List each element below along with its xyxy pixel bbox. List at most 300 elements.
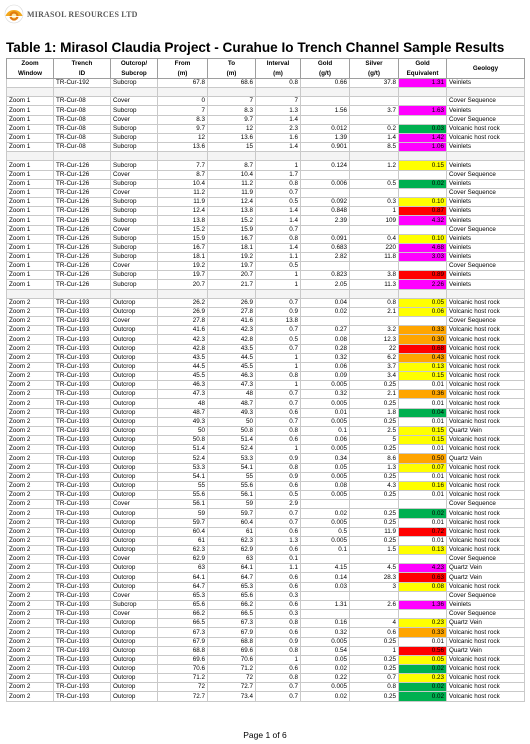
zoom-window-cell: Zoom 2 xyxy=(7,600,54,609)
trench-id-cell: TR-Cur-126 xyxy=(54,170,111,179)
geology-cell: Veinlets xyxy=(447,600,525,609)
geology-cell: Veinlets xyxy=(447,252,525,261)
silver-cell: 1 xyxy=(350,207,399,216)
zoom-window-cell: Zoom 2 xyxy=(7,472,54,481)
outcrop-cell: Outcrop xyxy=(111,445,158,454)
gold-cell: 2.39 xyxy=(301,216,350,225)
zoom-window-cell: Zoom 1 xyxy=(7,271,54,280)
gold-cell xyxy=(301,610,350,619)
silver-cell: 3.4 xyxy=(350,372,399,381)
silver-cell xyxy=(350,555,399,564)
interval-cell: 0.8 xyxy=(256,463,301,472)
zoom-window-cell: Zoom 2 xyxy=(7,307,54,316)
from-cell: 51.4 xyxy=(158,445,208,454)
gold-cell: 0.848 xyxy=(301,207,350,216)
trench-id-cell: TR-Cur-08 xyxy=(54,143,111,152)
to-cell: 26.9 xyxy=(208,298,256,307)
gold-cell: 2.82 xyxy=(301,252,350,261)
to-cell: 13.8 xyxy=(208,207,256,216)
zoom-window-cell: Zoom 2 xyxy=(7,491,54,500)
silver-cell: 4 xyxy=(350,619,399,628)
geology-cell: Veinlets xyxy=(447,216,525,225)
silver-cell: 0.3 xyxy=(350,198,399,207)
from-cell: 27.8 xyxy=(158,317,208,326)
empty-cell xyxy=(54,152,111,161)
geology-cell: Volcanic host rock xyxy=(447,491,525,500)
empty-cell xyxy=(350,152,399,161)
table-row xyxy=(7,463,525,472)
outcrop-cell: Outcrop xyxy=(111,692,158,701)
table-row xyxy=(7,225,525,234)
silver-cell: 0.25 xyxy=(350,655,399,664)
gold-cell xyxy=(301,188,350,197)
geology-cell: Volcanic host rock xyxy=(447,133,525,142)
zoom-window-cell: Zoom 1 xyxy=(7,262,54,271)
trench-id-cell: TR-Cur-193 xyxy=(54,298,111,307)
trench-id-cell: TR-Cur-192 xyxy=(54,79,111,88)
silver-cell: 3.2 xyxy=(350,326,399,335)
gold-equivalent-cell: 0.02 xyxy=(399,692,447,701)
table-row xyxy=(7,500,525,509)
trench-id-cell: TR-Cur-193 xyxy=(54,353,111,362)
trench-id-cell: TR-Cur-193 xyxy=(54,536,111,545)
zoom-window-cell: Zoom 1 xyxy=(7,97,54,106)
silver-cell xyxy=(350,591,399,600)
zoom-window-cell: Zoom 2 xyxy=(7,637,54,646)
interval-cell: 0.9 xyxy=(256,454,301,463)
silver-cell xyxy=(350,500,399,509)
table-row xyxy=(7,527,525,536)
zoom-window-cell: Zoom 2 xyxy=(7,399,54,408)
silver-cell xyxy=(350,97,399,106)
trench-id-cell: TR-Cur-08 xyxy=(54,124,111,133)
gold-cell: 0.683 xyxy=(301,243,350,252)
trench-id-cell: TR-Cur-193 xyxy=(54,344,111,353)
geology-cell: Veinlets xyxy=(447,106,525,115)
gold-cell: 0.1 xyxy=(301,545,350,554)
geology-cell: Cover Sequence xyxy=(447,610,525,619)
table-row xyxy=(7,610,525,619)
geology-cell: Volcanic host rock xyxy=(447,527,525,536)
empty-cell xyxy=(158,152,208,161)
table-row xyxy=(7,674,525,683)
to-cell: 62.9 xyxy=(208,545,256,554)
table-row xyxy=(7,564,525,573)
gold-equivalent-cell: 0.02 xyxy=(399,179,447,188)
gold-cell: 0.005 xyxy=(301,417,350,426)
table-body xyxy=(7,79,525,702)
gold-equivalent-cell: 0.03 xyxy=(399,124,447,133)
outcrop-cell: Subcrop xyxy=(111,280,158,289)
interval-cell: 1 xyxy=(256,381,301,390)
zoom-window-cell: Zoom 1 xyxy=(7,179,54,188)
empty-cell xyxy=(111,152,158,161)
gold-cell: 0.02 xyxy=(301,307,350,316)
interval-cell: 1.4 xyxy=(256,207,301,216)
gold-equivalent-cell: 1.36 xyxy=(399,600,447,609)
geology-cell: Volcanic host rock xyxy=(447,545,525,554)
geology-cell: Quartz Vein xyxy=(447,564,525,573)
gold-cell: 0.54 xyxy=(301,646,350,655)
zoom-window-cell: Zoom 2 xyxy=(7,454,54,463)
to-cell: 69.6 xyxy=(208,646,256,655)
silver-cell: 0.8 xyxy=(350,683,399,692)
zoom-window-cell: Zoom 2 xyxy=(7,536,54,545)
outcrop-cell: Outcrop xyxy=(111,436,158,445)
gold-cell: 1.39 xyxy=(301,133,350,142)
geology-cell: Volcanic host rock xyxy=(447,463,525,472)
gold-cell: 0.005 xyxy=(301,536,350,545)
trench-id-cell: TR-Cur-193 xyxy=(54,491,111,500)
silver-cell: 0.25 xyxy=(350,536,399,545)
trench-id-cell: TR-Cur-193 xyxy=(54,317,111,326)
silver-cell xyxy=(350,317,399,326)
silver-cell: 2.1 xyxy=(350,307,399,316)
to-cell: 15.2 xyxy=(208,216,256,225)
from-cell: 55.6 xyxy=(158,491,208,500)
interval-cell: 0.6 xyxy=(256,545,301,554)
zoom-window-cell: Zoom 2 xyxy=(7,555,54,564)
gold-equivalent-cell: 0.01 xyxy=(399,491,447,500)
empty-cell xyxy=(54,88,111,97)
to-cell: 64.7 xyxy=(208,573,256,582)
gold-equivalent-cell xyxy=(399,555,447,564)
outcrop-cell: Outcrop xyxy=(111,417,158,426)
to-cell: 21.7 xyxy=(208,280,256,289)
outcrop-cell: Outcrop xyxy=(111,646,158,655)
trench-id-cell: TR-Cur-193 xyxy=(54,390,111,399)
outcrop-cell: Outcrop xyxy=(111,426,158,435)
gold-cell: 0.005 xyxy=(301,472,350,481)
gold-cell xyxy=(301,262,350,271)
gold-equivalent-cell: 4.68 xyxy=(399,243,447,252)
silver-cell: 0.25 xyxy=(350,445,399,454)
gold-equivalent-cell: 1.31 xyxy=(399,79,447,88)
col-header-silver: Silver xyxy=(350,59,399,69)
outcrop-cell: Cover xyxy=(111,317,158,326)
to-cell: 66.5 xyxy=(208,610,256,619)
from-cell: 43.5 xyxy=(158,353,208,362)
gold-cell xyxy=(301,500,350,509)
table-row xyxy=(7,481,525,490)
from-cell: 12 xyxy=(158,133,208,142)
trench-id-cell: TR-Cur-126 xyxy=(54,234,111,243)
interval-cell: 0.8 xyxy=(256,646,301,655)
outcrop-cell: Outcrop xyxy=(111,509,158,518)
empty-cell xyxy=(54,289,111,298)
interval-cell: 0.6 xyxy=(256,665,301,674)
outcrop-cell: Cover xyxy=(111,500,158,509)
outcrop-cell: Outcrop xyxy=(111,628,158,637)
outcrop-cell: Cover xyxy=(111,97,158,106)
from-cell: 50.8 xyxy=(158,436,208,445)
empty-cell xyxy=(256,88,301,97)
trench-id-cell: TR-Cur-193 xyxy=(54,665,111,674)
table-row xyxy=(7,582,525,591)
table-row xyxy=(7,390,525,399)
outcrop-cell: Subcrop xyxy=(111,179,158,188)
silver-cell: 0.25 xyxy=(350,472,399,481)
table-row xyxy=(7,665,525,674)
from-cell: 48 xyxy=(158,399,208,408)
geology-cell: Volcanic host rock xyxy=(447,509,525,518)
gold-cell: 0.005 xyxy=(301,399,350,408)
outcrop-cell: Outcrop xyxy=(111,472,158,481)
trench-id-cell: TR-Cur-193 xyxy=(54,362,111,371)
trench-id-cell: TR-Cur-193 xyxy=(54,646,111,655)
table-row xyxy=(7,600,525,609)
trench-id-cell: TR-Cur-08 xyxy=(54,97,111,106)
from-cell: 62.9 xyxy=(158,555,208,564)
trench-id-cell: TR-Cur-193 xyxy=(54,463,111,472)
zoom-window-cell: Zoom 2 xyxy=(7,683,54,692)
zoom-window-cell: Zoom 2 xyxy=(7,646,54,655)
interval-cell: 0.6 xyxy=(256,481,301,490)
zoom-window-cell: Zoom 1 xyxy=(7,252,54,261)
to-cell: 72.7 xyxy=(208,683,256,692)
from-cell: 72.7 xyxy=(158,692,208,701)
from-cell: 8.7 xyxy=(158,170,208,179)
interval-cell: 0.8 xyxy=(256,426,301,435)
silver-cell: 1.2 xyxy=(350,161,399,170)
to-cell: 10.4 xyxy=(208,170,256,179)
outcrop-cell: Subcrop xyxy=(111,207,158,216)
outcrop-cell: Outcrop xyxy=(111,573,158,582)
zoom-window-cell: Zoom 2 xyxy=(7,655,54,664)
to-cell: 48 xyxy=(208,390,256,399)
gold-equivalent-cell: 0.10 xyxy=(399,234,447,243)
zoom-window-cell: Zoom 2 xyxy=(7,591,54,600)
gold-cell: 0.823 xyxy=(301,271,350,280)
from-cell: 71.2 xyxy=(158,674,208,683)
gold-equivalent-cell: 0.43 xyxy=(399,353,447,362)
from-cell: 20.7 xyxy=(158,280,208,289)
trench-id-cell: TR-Cur-08 xyxy=(54,106,111,115)
gold-equivalent-cell: 0.01 xyxy=(399,399,447,408)
silver-cell: 109 xyxy=(350,216,399,225)
gold-cell: 0.012 xyxy=(301,124,350,133)
from-cell: 52.4 xyxy=(158,454,208,463)
interval-cell: 1.6 xyxy=(256,133,301,142)
interval-cell: 2.9 xyxy=(256,500,301,509)
gold-equivalent-cell: 4.32 xyxy=(399,216,447,225)
to-cell: 9.7 xyxy=(208,115,256,124)
from-cell: 26.9 xyxy=(158,307,208,316)
gold-equivalent-cell: 0.50 xyxy=(399,454,447,463)
interval-cell: 0.8 xyxy=(256,179,301,188)
empty-cell xyxy=(399,152,447,161)
zoom-window-cell: Zoom 2 xyxy=(7,674,54,683)
from-cell: 65.6 xyxy=(158,600,208,609)
silver-cell: 8.5 xyxy=(350,143,399,152)
empty-cell xyxy=(447,152,525,161)
geology-cell: Volcanic host rock xyxy=(447,298,525,307)
from-cell: 67.3 xyxy=(158,628,208,637)
table-row xyxy=(7,362,525,371)
to-cell: 61 xyxy=(208,527,256,536)
zoom-window-cell: Zoom 2 xyxy=(7,344,54,353)
zoom-window-cell: Zoom 2 xyxy=(7,509,54,518)
to-cell: 46.3 xyxy=(208,372,256,381)
table-row xyxy=(7,243,525,252)
gold-equivalent-cell: 0.15 xyxy=(399,161,447,170)
zoom-window-cell: Zoom 1 xyxy=(7,143,54,152)
trench-id-cell: TR-Cur-126 xyxy=(54,216,111,225)
gold-cell: 0.5 xyxy=(301,527,350,536)
outcrop-cell: Subcrop xyxy=(111,143,158,152)
gold-equivalent-cell xyxy=(399,115,447,124)
to-cell: 15 xyxy=(208,143,256,152)
zoom-window-cell: Zoom 1 xyxy=(7,188,54,197)
trench-id-cell: TR-Cur-193 xyxy=(54,426,111,435)
silver-cell: 5 xyxy=(350,436,399,445)
table-row xyxy=(7,509,525,518)
from-cell: 63 xyxy=(158,564,208,573)
zoom-window-cell: Zoom 2 xyxy=(7,564,54,573)
silver-cell: 0.25 xyxy=(350,509,399,518)
zoom-window-cell: Zoom 1 xyxy=(7,216,54,225)
silver-cell: 0.6 xyxy=(350,628,399,637)
trench-id-cell: TR-Cur-126 xyxy=(54,243,111,252)
trench-id-cell: TR-Cur-193 xyxy=(54,454,111,463)
silver-cell xyxy=(350,115,399,124)
geology-cell: Veinlets xyxy=(447,161,525,170)
trench-id-cell: TR-Cur-126 xyxy=(54,161,111,170)
gold-cell xyxy=(301,317,350,326)
gold-cell: 0.01 xyxy=(301,408,350,417)
table-row xyxy=(7,628,525,637)
zoom-window-cell: Zoom 1 xyxy=(7,161,54,170)
zoom-window-cell: Zoom 2 xyxy=(7,353,54,362)
geology-cell: Volcanic host rock xyxy=(447,381,525,390)
from-cell: 59 xyxy=(158,509,208,518)
empty-cell xyxy=(111,289,158,298)
table-row xyxy=(7,262,525,271)
from-cell: 70.6 xyxy=(158,665,208,674)
gold-cell: 0.005 xyxy=(301,518,350,527)
geology-cell: Quartz Vein xyxy=(447,454,525,463)
silver-cell: 37.8 xyxy=(350,79,399,88)
geology-cell: Veinlets xyxy=(447,198,525,207)
geology-cell: Volcanic host rock xyxy=(447,481,525,490)
table-row xyxy=(7,344,525,353)
gold-cell: 0.27 xyxy=(301,326,350,335)
empty-cell xyxy=(399,88,447,97)
gold-equivalent-cell: 0.01 xyxy=(399,518,447,527)
table-row xyxy=(7,472,525,481)
zoom-window-cell: Zoom 1 xyxy=(7,198,54,207)
interval-cell: 0.7 xyxy=(256,344,301,353)
silver-cell: 0.25 xyxy=(350,665,399,674)
gold-cell xyxy=(301,555,350,564)
gold-equivalent-cell: 3.03 xyxy=(399,252,447,261)
silver-cell: 3 xyxy=(350,582,399,591)
silver-cell: 11.8 xyxy=(350,252,399,261)
to-cell: 54.1 xyxy=(208,463,256,472)
interval-cell: 1.3 xyxy=(256,106,301,115)
silver-cell: 1.3 xyxy=(350,463,399,472)
table-row xyxy=(7,188,525,197)
zoom-window-cell: Zoom 2 xyxy=(7,417,54,426)
spacer-row xyxy=(7,289,525,298)
trench-id-cell: TR-Cur-193 xyxy=(54,472,111,481)
empty-cell xyxy=(208,289,256,298)
trench-id-cell: TR-Cur-08 xyxy=(54,115,111,124)
to-cell: 8.7 xyxy=(208,161,256,170)
to-cell: 13.6 xyxy=(208,133,256,142)
from-cell: 60.4 xyxy=(158,527,208,536)
spacer-row xyxy=(7,152,525,161)
col-subheader-interval-unit: (m) xyxy=(256,69,301,79)
gold-cell: 0.28 xyxy=(301,344,350,353)
from-cell: 67.9 xyxy=(158,637,208,646)
from-cell: 72 xyxy=(158,683,208,692)
gold-cell: 0.006 xyxy=(301,179,350,188)
spacer-row xyxy=(7,88,525,97)
silver-cell: 0.7 xyxy=(350,674,399,683)
empty-cell xyxy=(7,289,54,298)
col-header-zoom: Zoom xyxy=(7,59,54,69)
gold-equivalent-cell xyxy=(399,317,447,326)
from-cell: 10.4 xyxy=(158,179,208,188)
outcrop-cell: Outcrop xyxy=(111,491,158,500)
zoom-window-cell: Zoom 1 xyxy=(7,124,54,133)
zoom-window-cell: Zoom 2 xyxy=(7,381,54,390)
zoom-window-cell: Zoom 2 xyxy=(7,527,54,536)
to-cell: 8.3 xyxy=(208,106,256,115)
gold-equivalent-cell: 2.26 xyxy=(399,280,447,289)
geology-cell: Cover Sequence xyxy=(447,555,525,564)
from-cell: 11.9 xyxy=(158,198,208,207)
to-cell: 70.6 xyxy=(208,655,256,664)
gold-cell: 0.03 xyxy=(301,582,350,591)
gold-equivalent-cell: 0.07 xyxy=(399,463,447,472)
interval-cell: 1.4 xyxy=(256,143,301,152)
to-cell: 50 xyxy=(208,417,256,426)
from-cell: 9.7 xyxy=(158,124,208,133)
interval-cell: 0.9 xyxy=(256,307,301,316)
outcrop-cell: Subcrop xyxy=(111,234,158,243)
from-cell: 47.3 xyxy=(158,390,208,399)
zoom-window-cell: Zoom 2 xyxy=(7,335,54,344)
gold-equivalent-cell: 0.36 xyxy=(399,390,447,399)
interval-cell: 0.9 xyxy=(256,472,301,481)
to-cell: 18.1 xyxy=(208,243,256,252)
from-cell: 19.7 xyxy=(158,271,208,280)
trench-id-cell: TR-Cur-193 xyxy=(54,619,111,628)
gold-cell: 0.005 xyxy=(301,445,350,454)
empty-cell xyxy=(111,88,158,97)
zoom-window-cell: Zoom 1 xyxy=(7,225,54,234)
outcrop-cell: Outcrop xyxy=(111,353,158,362)
gold-equivalent-cell: 0.02 xyxy=(399,683,447,692)
to-cell: 12.4 xyxy=(208,198,256,207)
to-cell: 19.2 xyxy=(208,252,256,261)
outcrop-cell: Outcrop xyxy=(111,527,158,536)
to-cell: 65.3 xyxy=(208,582,256,591)
zoom-window-cell: Zoom 2 xyxy=(7,518,54,527)
zoom-window-cell: Zoom 2 xyxy=(7,436,54,445)
gold-equivalent-cell: 0.68 xyxy=(399,344,447,353)
silver-cell: 220 xyxy=(350,243,399,252)
table-row xyxy=(7,619,525,628)
table-row xyxy=(7,317,525,326)
col-header-to: To xyxy=(208,59,256,69)
outcrop-cell: Outcrop xyxy=(111,326,158,335)
table-row xyxy=(7,381,525,390)
silver-cell: 1.4 xyxy=(350,133,399,142)
zoom-window-cell: Zoom 1 xyxy=(7,207,54,216)
